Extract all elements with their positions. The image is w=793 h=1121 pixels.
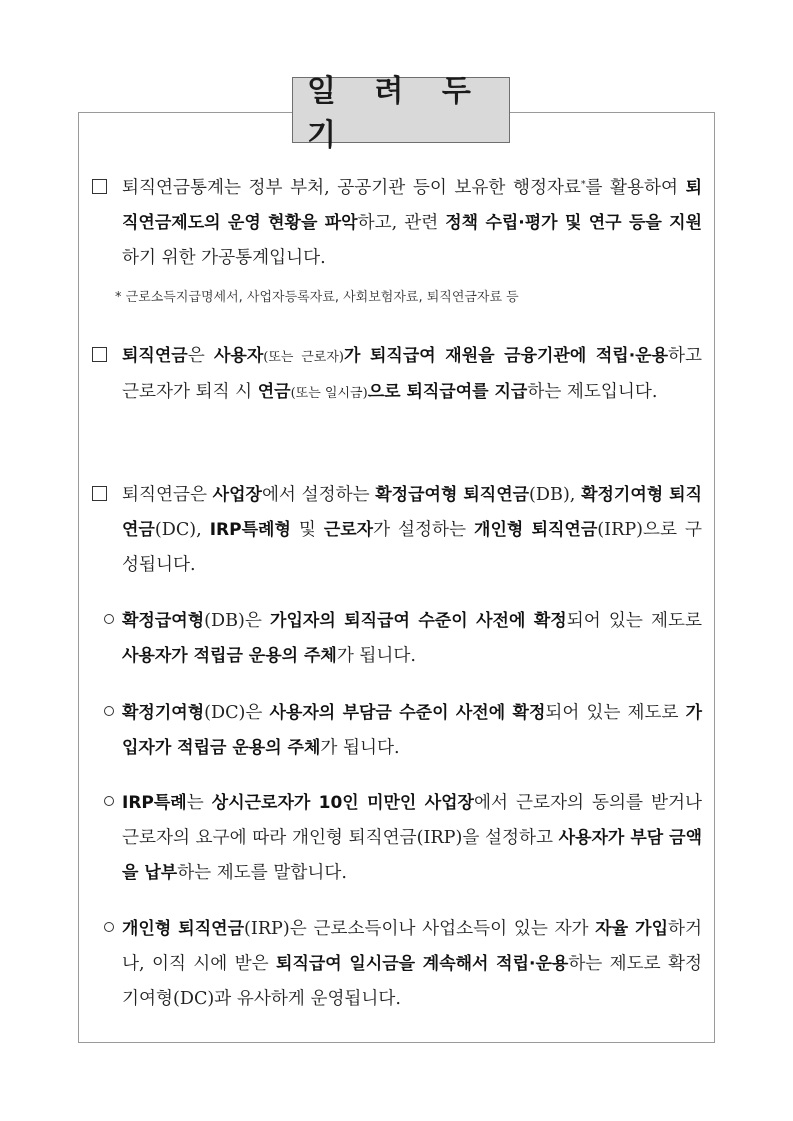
item-irp-special: IRP특례는 상시근로자가 10인 미만인 사업장에서 근로자의 동의를 받거나 근로자의 요구에 따라 개인형 퇴직연금(IRP)을 설정하고 사용자가 부담 금액을 납부하는 제도를 말합니다. — [92, 786, 702, 891]
item-irp: 개인형 퇴직연금(IRP)은 근로소득이나 사업소득이 있는 자가 자율 가입하거나, 이직 시에 받은 퇴직급여 일시금을 계속해서 적립·운용하는 제도로 확정기여형(DC)과 유사하게 운영됩니다. — [92, 912, 702, 1017]
item-dc: 확정기여형(DC)은 사용자의 부담금 수준이 사전에 확정되어 있는 제도로 가입자가 적립금 운용의 주체가 됩니다. — [92, 696, 702, 766]
paragraph-definition: 퇴직연금은 사용자(또는 근로자)가 퇴직급여 재원을 금융기관에 적립·운용하고 근로자가 퇴직 시 연금(또는 일시금)으로 퇴직급여를 지급하는 제도입니다. — [92, 339, 702, 411]
checkbox-square-icon — [92, 478, 122, 513]
page-title: 일 려 두 기 — [307, 74, 485, 153]
circle-bullet-icon — [92, 786, 122, 821]
checkbox-square-icon — [92, 339, 122, 374]
footnote-sources: * 근로소득지급명세서, 사업자등록자료, 사회보험자료, 퇴직연금자료 등 — [115, 290, 519, 305]
circle-bullet-icon — [92, 912, 122, 947]
circle-bullet-icon — [92, 604, 122, 639]
paragraph-types: 퇴직연금은 사업장에서 설정하는 확정급여형 퇴직연금(DB), 확정기여형 퇴직연금(DC), IRP특례형 및 근로자가 설정하는 개인형 퇴직연금(IRP)으로 구성됩니다. — [92, 478, 702, 583]
title-box — [292, 74, 510, 153]
paragraph-purpose: 퇴직연금통계는 정부 부처, 공공기관 등이 보유한 행정자료*를 활용하여 퇴직연금제도의 운영 현황을 파악하고, 관련 정책 수립·평가 및 연구 등을 지원하기 위한 가공통계입니다. — [92, 168, 702, 276]
checkbox-square-icon — [92, 171, 122, 206]
item-db: 확정급여형(DB)은 가입자의 퇴직급여 수준이 사전에 확정되어 있는 제도로 사용자가 적립금 운용의 주체가 됩니다. — [92, 604, 702, 674]
circle-bullet-icon — [92, 696, 122, 731]
